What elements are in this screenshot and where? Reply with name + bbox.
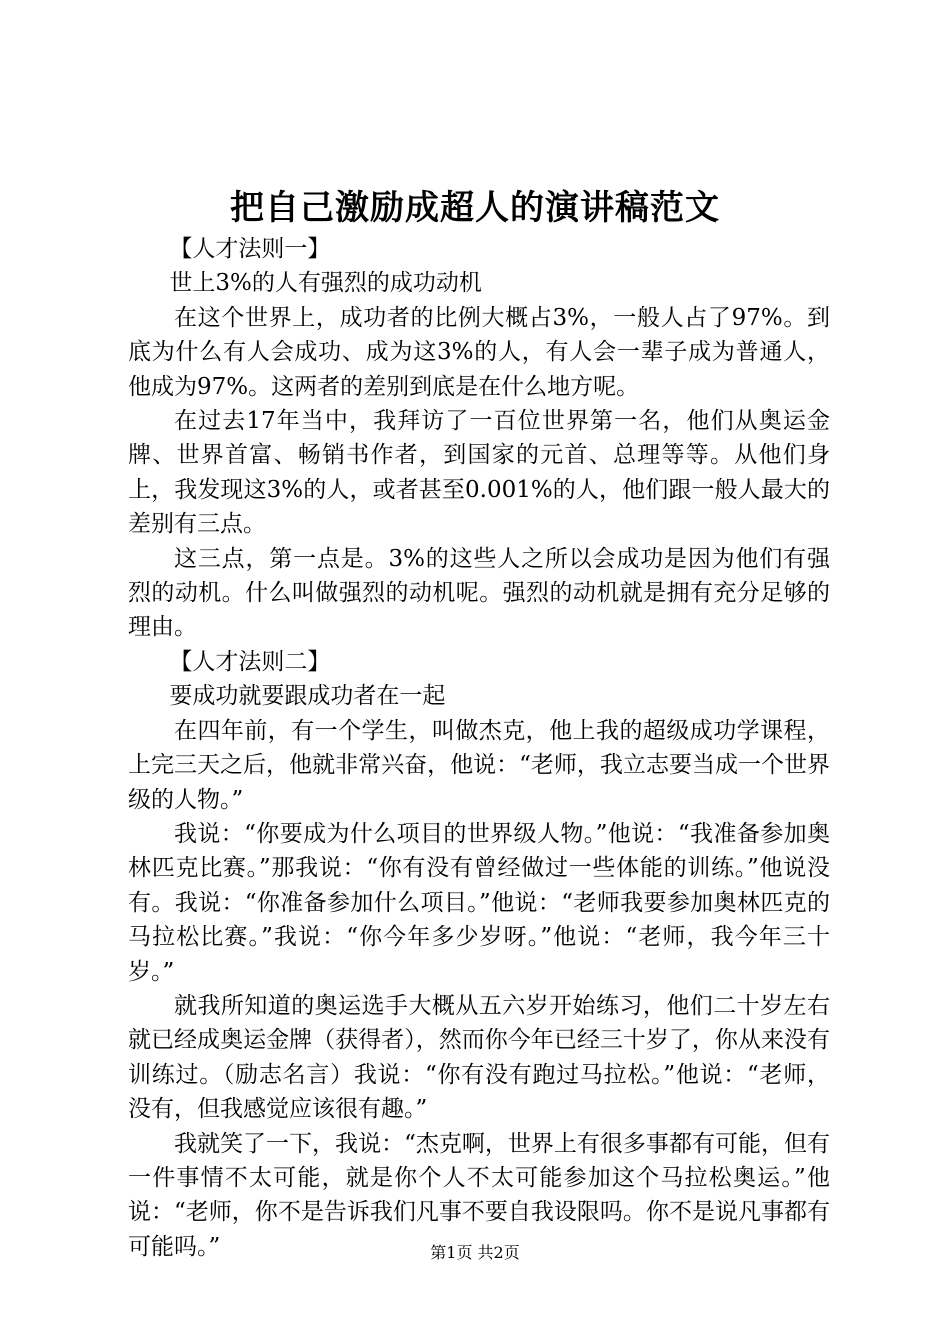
body-paragraph: 在四年前，有一个学生，叫做杰克，他上我的超级成功学课程，上完三天之后，他就非常兴奋，他说：“老师，我立志要当成一个世界级的人物。” — [128, 717, 830, 813]
body-paragraph: 就我所知道的奥运选手大概从五六岁开始练习，他们二十岁左右就已经成奥运金牌（获得者），然而你今年已经三十岁了，你从来没有训练过。（励志名言）我说：“你有没有跑过马拉松。”他说：“老师，没有，但我感觉应该很有趣。” — [128, 992, 830, 1123]
body-paragraph: 在这个世界上，成功者的比例大概占3%，一般人占了97%。到底为什么有人会成功、成为这3%的人，有人会一辈子成为普通人，他成为97%。这两者的差别到底是在什么地方呢。 — [128, 304, 830, 400]
body-paragraph: 这三点，第一点是。3%的这些人之所以会成功是因为他们有强烈的动机。什么叫做强烈的动机呢。强烈的动机就是拥有充分足够的理由。 — [128, 545, 830, 641]
body-paragraph: 我说：“你要成为什么项目的世界级人物。”他说：“我准备参加奥林匹克比赛。”那我说：“你有没有曾经做过一些体能的训练。”他说没有。我说：“你准备参加什么项目。”他说：“老师我要参加奥林匹克的马拉松比赛。”我说：“你今年多少岁呀。”他说：“老师，我今年三十岁。” — [128, 820, 830, 985]
section-heading: 【人才法则一】 — [169, 236, 331, 262]
section-heading: 【人才法则二】 — [169, 648, 331, 675]
body-paragraph: 我就笑了一下，我说：“杰克啊，世界上有很多事都有可能，但有一件事情不太可能，就是你个人不太可能参加这个马拉松奥运。”他说：“老师，你不是告诉我们凡事不要自我设限吗。你不是说凡事都有可能吗。” — [128, 1130, 830, 1260]
body-paragraph: 在过去17年当中，我拜访了一百位世界第一名，他们从奥运金牌、世界首富、畅销书作者，到国家的元首、总理等等。从他们身上，我发现这3%的人，或者甚至0.001%的人，他们跟一般人最大的差别有三点。 — [128, 408, 830, 538]
document-title: 把自己激励成超人的演讲稿范文 — [230, 188, 720, 228]
section-subheading: 世上3%的人有强烈的成功动机 — [169, 270, 482, 297]
document-body — [128, 232, 830, 1264]
page-footer: 第1页 共2页 — [430, 1243, 520, 1262]
section-subheading: 要成功就要跟成功者在一起 — [169, 683, 446, 710]
